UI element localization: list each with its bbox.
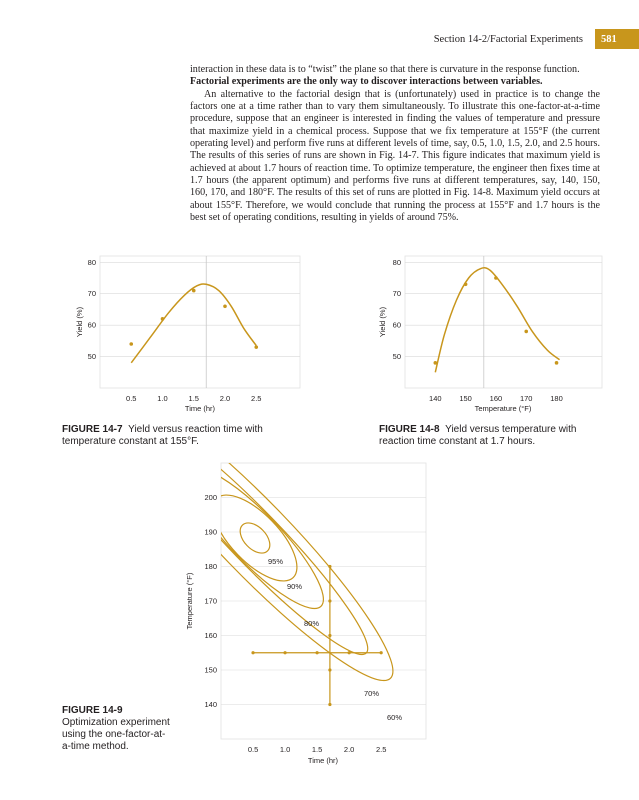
body-text [190, 64, 600, 224]
x-tick-label: 1.5 [311, 745, 323, 754]
contour-label-90: 90% [287, 582, 303, 591]
y-tick-label: 140 [204, 700, 217, 709]
temperature-run-point [328, 634, 331, 637]
data-point [434, 361, 438, 365]
x-tick-label: 170 [519, 394, 533, 403]
data-point [555, 361, 559, 365]
x-tick-label: 180 [550, 394, 563, 403]
x-tick-label: 2.0 [343, 745, 355, 754]
figure-14-9-chart [180, 458, 440, 768]
paragraph-1-line-2: Factorial experiments are the only way to discover interactions between variables. [190, 76, 543, 88]
x-tick-label: 1.5 [188, 394, 199, 403]
data-point [464, 282, 468, 286]
y-tick-label: 70 [392, 289, 401, 299]
x-axis-label: Time (hr) [184, 404, 216, 413]
y-tick-label: 160 [204, 631, 217, 640]
figure-14-8-chart [377, 248, 627, 416]
temperature-run-point [328, 703, 331, 706]
contour-label-60: 60% [387, 713, 403, 722]
y-tick-label: 190 [204, 527, 217, 537]
y-tick-label: 50 [392, 352, 401, 362]
x-axis-label: Time (hr) [307, 756, 339, 765]
y-tick-label: 80 [392, 257, 401, 267]
time-run-point [283, 651, 286, 654]
time-run-point [251, 651, 254, 654]
y-tick-label: 50 [87, 352, 96, 362]
data-point [192, 289, 196, 293]
page-number: 581 [595, 29, 639, 49]
y-tick-label: 60 [87, 320, 96, 330]
y-axis-label: Yield (%) [378, 306, 387, 338]
y-axis-label: Temperature (°F) [185, 572, 194, 630]
x-tick-label: 140 [429, 394, 442, 403]
y-axis-label: Yield (%) [75, 306, 84, 338]
contour-label-70: 70% [364, 689, 380, 698]
contour-label-95: 95% [268, 557, 284, 566]
data-point [524, 330, 528, 334]
data-point [254, 345, 258, 349]
temperature-run-point [328, 599, 331, 602]
y-tick-label: 150 [204, 665, 217, 675]
y-tick-label: 200 [204, 493, 217, 502]
x-tick-label: 0.5 [247, 745, 259, 754]
contour-label-80: 80% [304, 619, 320, 628]
figure-14-7-caption [62, 424, 312, 448]
x-tick-label: 2.5 [251, 394, 262, 403]
time-run-point [380, 651, 383, 654]
figure-14-7-text: Yield versus reaction time with temperature constant at 155°F. [62, 424, 263, 447]
data-point [223, 304, 227, 308]
figure-14-8-caption [379, 424, 609, 448]
x-tick-label: 1.0 [157, 394, 168, 403]
y-tick-label: 170 [204, 596, 217, 606]
x-tick-label: 2.5 [375, 745, 387, 754]
y-tick-label: 80 [87, 257, 96, 267]
section-title: Section 14-2/Factorial Experiments [433, 33, 583, 45]
y-tick-label: 60 [392, 320, 401, 330]
plot-frame [100, 256, 300, 388]
y-tick-label: 70 [87, 289, 96, 299]
figure-14-8-text: Yield versus temperature with reaction time constant at 1.7 hours. [379, 424, 577, 447]
figure-14-7-label: FIGURE 14-7 [62, 424, 123, 435]
x-tick-label: 0.5 [126, 394, 137, 403]
contour-95 [235, 517, 276, 558]
figure-14-9-label: FIGURE 14-9 [62, 705, 123, 716]
paragraph-1-line-1: interaction in these data is to “twist” the plane so that there is curvature in the response function. [190, 64, 580, 75]
time-run-point [348, 651, 351, 654]
temperature-run-point [328, 565, 331, 568]
x-tick-label: 1.0 [279, 745, 291, 754]
figure-14-8-label: FIGURE 14-8 [379, 424, 440, 435]
data-point [129, 342, 133, 346]
x-axis-label: Temperature (°F) [474, 404, 532, 413]
y-tick-label: 180 [204, 562, 217, 571]
plot-frame [405, 256, 602, 388]
fitted-curve [131, 284, 256, 363]
figure-14-9-caption [62, 705, 172, 753]
figure-14-9-text: Optimization experiment using the one-factor-at-a-time method. [62, 717, 170, 752]
paragraph-2: An alternative to the factorial design that is (unfortunately) used in practice is to change the factors one at a time rather than to vary them simultaneously. To illustrate this one-factor-at-a-time procedure, suppose that an engineer is interested in finding the values of temperature and pressure that maximize yield in a chemical process. Suppose that we fix temperature at 155°F (the current operating level) and perform five runs at different levels of time, say, 0.5, 1.0, 1.5, 2.0, and 2.5 hours. The results of this series of runs are shown in Fig. 14-7. This figure indicates that maximum yield is achieved at about 1.7 hours of reaction time. To optimize temperature, the engineer then fixes time at 1.7 hours (the apparent optimum) and performs five runs at different temperatures, say, 140, 150, 160, 170, and 180°F. The results of this set of runs are plotted in Fig. 14-8. Maximum yield occurs at about 155°F. Therefore, we would conclude that running the process at 155°F and 1.7 hours is the best set of operating conditions, resulting in yields of around 75%. [190, 88, 600, 224]
x-tick-label: 160 [489, 394, 503, 403]
figure-14-7-chart [60, 248, 310, 416]
x-tick-label: 150 [459, 394, 472, 403]
x-tick-label: 2.0 [219, 394, 231, 403]
data-point [161, 317, 165, 321]
running-header [434, 30, 639, 48]
temperature-run-point [328, 668, 331, 671]
data-point [494, 276, 498, 280]
time-run-point [315, 651, 318, 654]
